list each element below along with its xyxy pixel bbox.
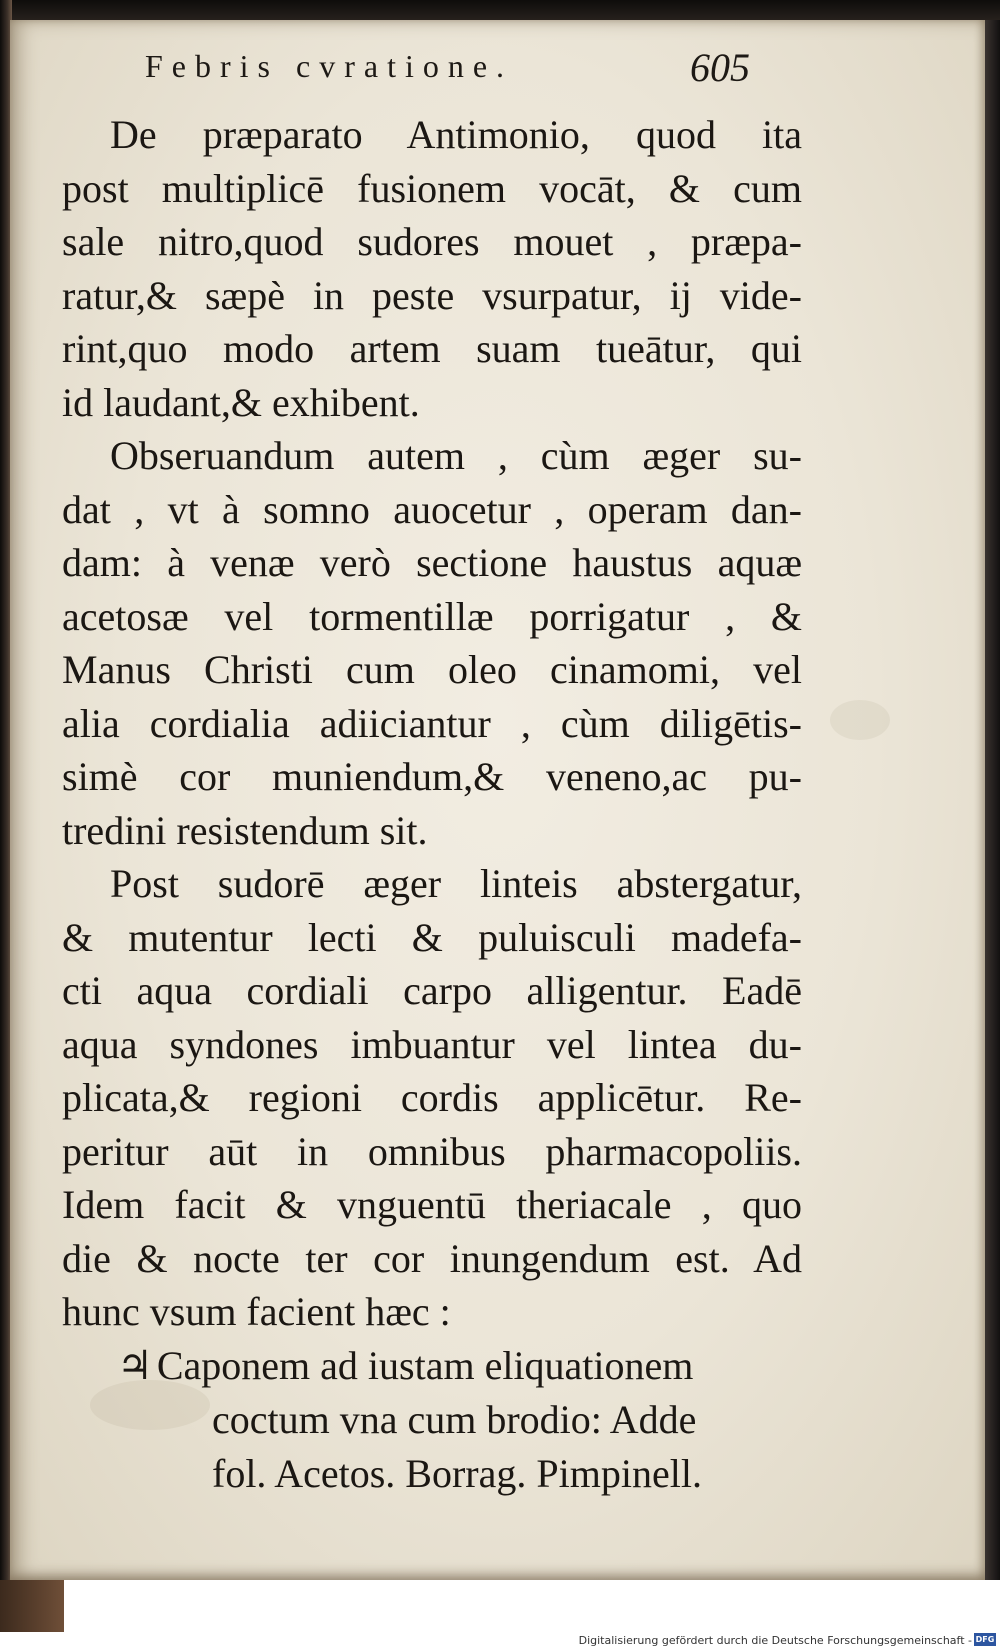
text-line: plicata,& regioni cordis applicētur. Re-: [62, 1075, 802, 1120]
text-line: Manus Christi cum oleo cinamomi, vel: [62, 647, 802, 692]
book-bottom-corner: [0, 1580, 64, 1632]
text-line: cti aqua cordiali carpo alligentur. Eadē: [62, 968, 802, 1013]
page-edge-shadow: [985, 20, 1000, 1580]
text-line: hunc vsum facient hæc :: [62, 1289, 451, 1334]
page-number: 605: [690, 45, 750, 90]
text-line: simè cor muniendum,& veneno,ac pu-: [62, 754, 802, 799]
dfg-logo-icon: DFG: [975, 1635, 995, 1644]
text-line: De præparato Antimonio, quod ita: [110, 112, 802, 157]
text-line: ratur,& sæpè in peste vsurpatur, ij vide-: [62, 272, 802, 318]
paper-stain: [830, 700, 890, 740]
text-line: dam: à venæ verò sectione haustus aquæ: [62, 540, 802, 585]
recipe-sign-icon: ♃: [117, 1342, 153, 1389]
text-line: tredini resistendum sit.: [62, 807, 428, 853]
body-text: [62, 108, 802, 1500]
text-line: id laudant,& exhibent.: [62, 379, 420, 425]
text-line: & mutentur lecti & puluisculi madefa-: [62, 914, 802, 960]
recipe-line: [62, 1339, 802, 1394]
text-line: sale nitro,quod sudores mouet , præpa-: [62, 219, 802, 264]
text-line: Post sudorē æger linteis abstergatur,: [110, 861, 802, 906]
recipe-text: Caponem ad iustam eliquationem: [156, 1342, 694, 1388]
book-page: [10, 20, 985, 1580]
text-line: dat , vt à somno auocetur , operam dan-: [62, 486, 802, 532]
text-line: peritur aūt in omnibus pharmacopoliis.: [62, 1128, 802, 1174]
text-line: aqua syndones imbuantur vel lintea du-: [62, 1021, 802, 1067]
text-line: alia cordialia adiiciantur , cùm diligētis-: [62, 700, 802, 746]
digitization-credit: Digitalisierung gefördert durch die Deutsche Forschungsgemeinschaft -: [578, 1634, 972, 1647]
text-line: die & nocte ter cor inungendum est. Ad: [62, 1235, 802, 1281]
recipe-line: fol. Acetos. Borrag. Pimpinell.: [212, 1450, 702, 1496]
text-line: acetosæ vel tormentillæ porrigatur , &: [62, 593, 802, 639]
text-line: post multiplicē fusionem vocāt, & cum: [62, 165, 802, 211]
recipe-line: coctum vna cum brodio: Adde: [212, 1397, 697, 1442]
text-line: Idem facit & vnguentū theriacale , quo: [62, 1182, 802, 1227]
running-head-title: Febris cvratione.: [145, 48, 514, 84]
text-line: Obseruandum autem , cùm æger su-: [110, 433, 802, 478]
text-line: rint,quo modo artem suam tueātur, qui: [62, 326, 802, 371]
